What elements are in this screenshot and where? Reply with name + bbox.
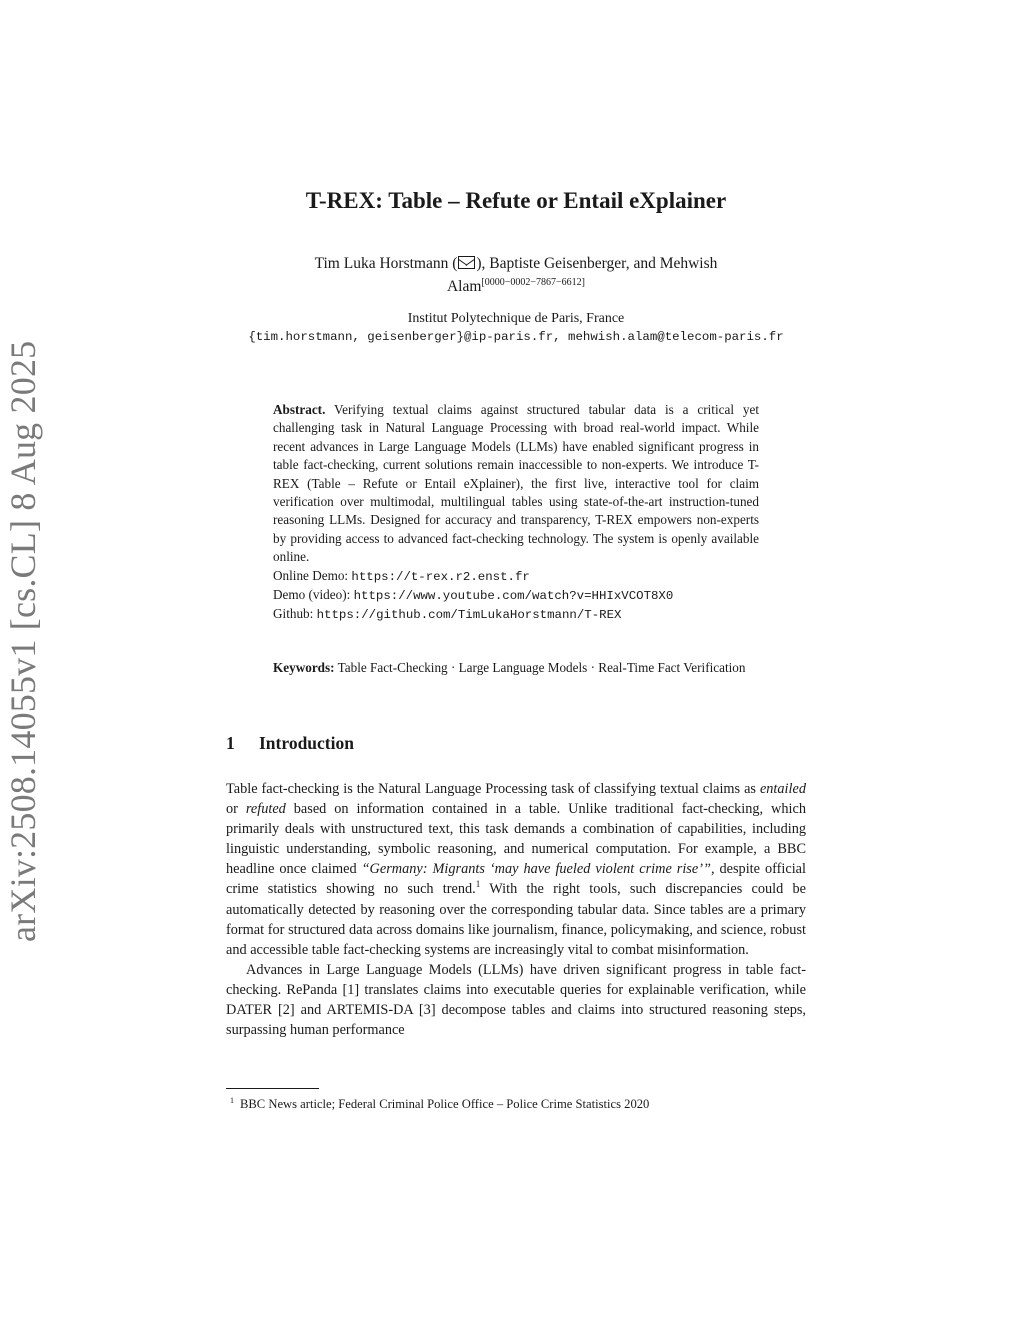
p1-text-b: or (226, 801, 246, 818)
author-emails: {tim.horstmann, geisenberger}@ip-paris.fr, mehwish.alam@telecom-paris.fr (248, 330, 784, 344)
footnote-ref[interactable]: 1 (475, 879, 481, 890)
authors-line1-after: ), Baptiste Geisenberger, and Mehwish (476, 255, 718, 272)
footnote (230, 1096, 806, 1112)
envelope-icon (458, 256, 475, 269)
keywords-label: Keywords: (273, 660, 335, 675)
video-label: Demo (video): (273, 587, 351, 603)
bbc-headline-quote: “Germany: Migrants ‘may have fueled violent crime rise’” (361, 861, 711, 878)
demo-label: Online Demo: (273, 567, 349, 583)
demo-line (273, 567, 759, 586)
footnote-text: BBC News article; Federal Criminal Police Office – Police Crime Statistics 2020 (240, 1097, 650, 1112)
term-entailed: entailed (759, 781, 806, 797)
footnote-divider (226, 1088, 319, 1089)
p1-text-e: With the right tools, such discrepancies could be automatically detected by reasoning over the corresponding tabular data. Since tables are a primary format for structured data across domains like journalism, finance, policymaking, and science, robust and accessible table fact-checking systems are increasingly vital to combat misinformation. (226, 881, 806, 958)
author-list (226, 254, 806, 296)
orcid-id: [0000−0002−7867−6612] (481, 277, 586, 288)
p1-text-a: Table fact-checking is the Natural Language Processing task of classifying textual claims as (226, 781, 760, 797)
video-line (273, 586, 759, 605)
authors-line2: Alam (446, 278, 482, 296)
github-line (273, 605, 759, 624)
paragraph-2: Advances in Large Language Models (LLMs) have driven significant progress in table fact-checking. RePanda [1] translates claims into executable queries for explainable verification, while DATER [2] and ARTEMIS-DA [3] decompose tables and claims into structured reasoning steps, surpassing human performance (226, 961, 806, 1039)
github-link[interactable]: https://github.com/TimLukaHorstmann/T-REX (316, 608, 622, 623)
term-refuted: refuted (245, 801, 286, 818)
footnote-mark: 1 (230, 1096, 234, 1105)
introduction-body (226, 779, 806, 1040)
paper-title: T-REX: Table – Refute or Entail eXplainer (305, 188, 727, 213)
keywords (273, 659, 759, 677)
affiliation: Institut Polytechnique de Paris, France (407, 311, 625, 326)
arxiv-identifier: arXiv:2508.14055v1 [cs.CL] 8 Aug 2025 (3, 340, 43, 942)
p1-text-c: based on information contained in a table. Unlike traditional fact-checking, which primarily deals with unstructured text, this task demands a combination of capabilities, including linguistic understanding, symbolic reasoning, and numerical computation. For example, a BBC headline once claimed (226, 801, 806, 878)
abstract (273, 401, 759, 625)
abstract-label: Abstract. (273, 402, 326, 417)
keywords-text: Table Fact-Checking · Large Language Models · Real-Time Fact Verification (337, 660, 746, 675)
p1-text-d: , despite official crime statistics showing no such trend. (226, 861, 806, 898)
abstract-text: Verifying textual claims against structured tabular data is a critical yet challenging task in Natural Language Processing with broad real-world impact. While recent advances in Large Language Models (LLMs) have enabled significant progress in table fact-checking, current solutions remain inaccessible to non-experts. We introduce T-REX (Table – Refute or Entail eXplainer), the first live, interactive tool for claim verification over multimodal, multilingual tables using state-of-the-art instruction-tuned reasoning LLMs. Designed for accuracy and transparency, T-REX empowers non-experts by providing access to advanced fact-checking technology. The system is openly available online. (273, 402, 759, 565)
section-number: 1 (226, 733, 235, 753)
video-link[interactable]: https://www.youtube.com/watch?v=HHIxVCOT8X0 (353, 589, 674, 604)
section-heading (226, 733, 354, 754)
authors-line1-before: Tim Luka Horstmann ( (314, 255, 458, 272)
section-title: Introduction (259, 733, 354, 753)
github-label: Github: (273, 606, 314, 622)
paragraph-1 (226, 779, 806, 960)
demo-link[interactable]: https://t-rex.r2.enst.fr (351, 569, 530, 584)
